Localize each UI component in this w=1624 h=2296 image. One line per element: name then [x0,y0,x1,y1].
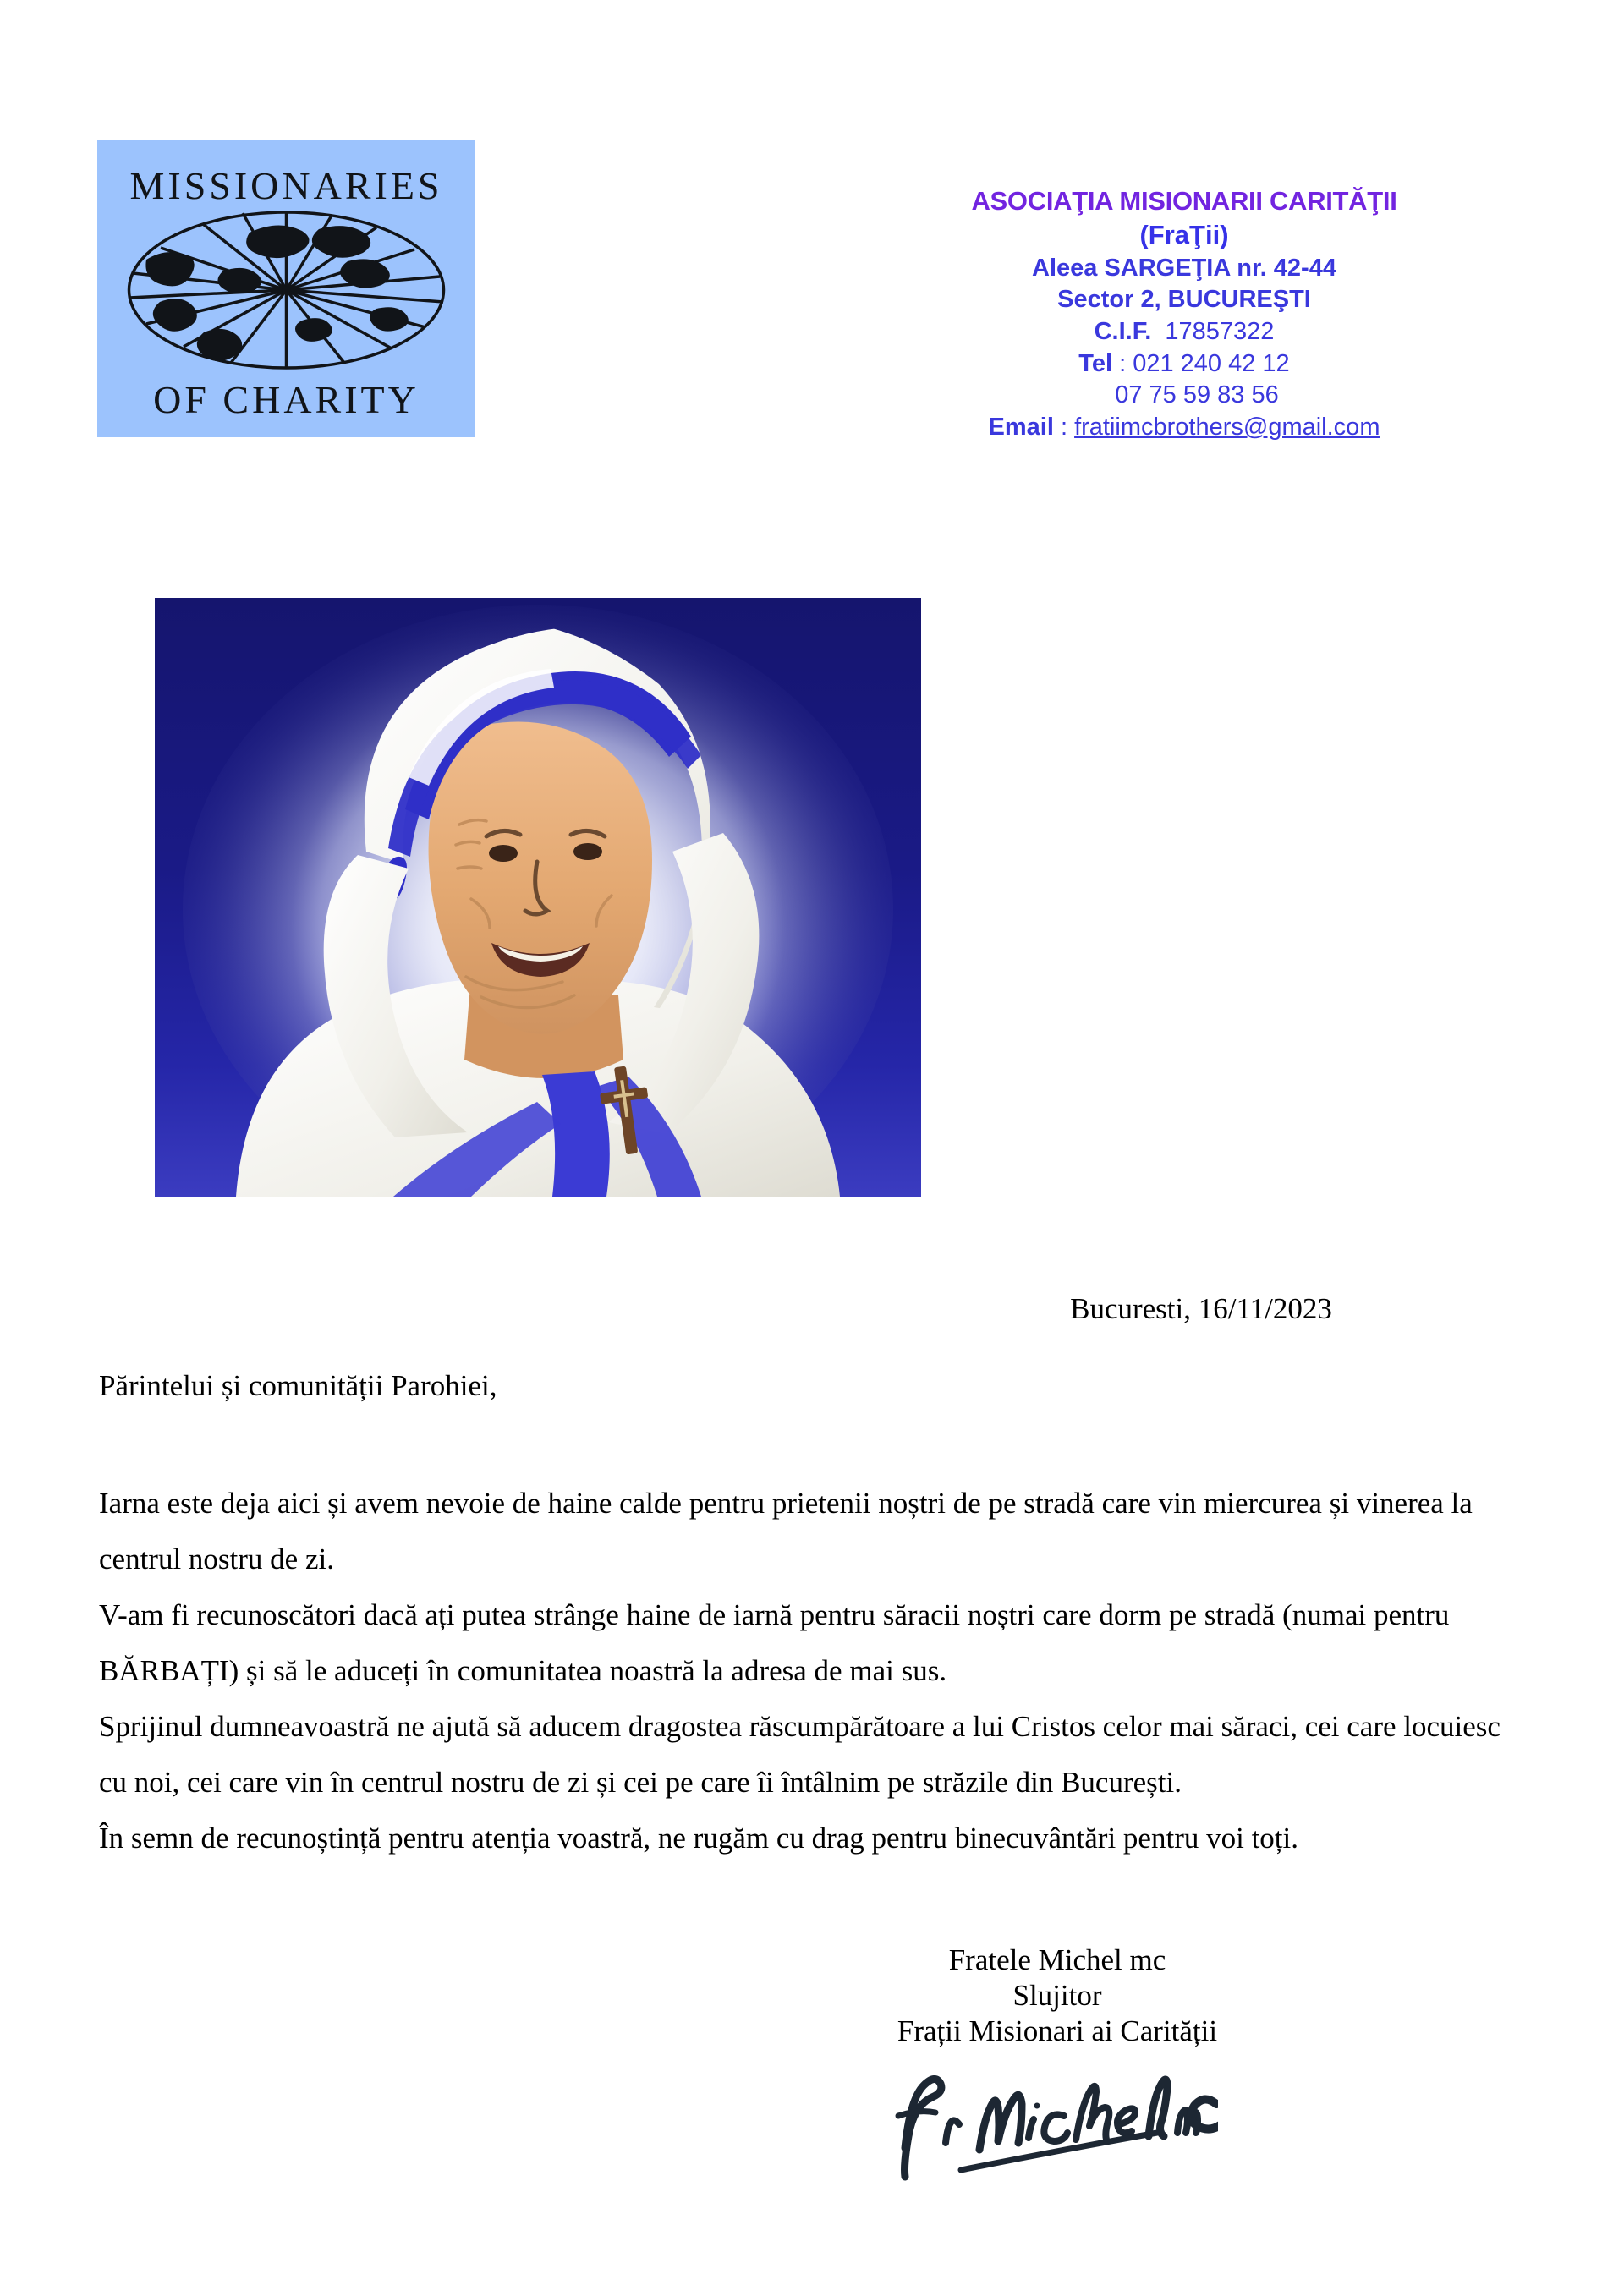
organization-contact-block [846,184,1522,444]
email-label: Email [988,414,1054,441]
cif-label: C.I.F. [1094,317,1152,345]
organization-subtitle: (FraŢii) [1139,220,1229,250]
organization-phone-secondary: 07 75 59 83 56 [1115,381,1279,409]
letterhead [0,0,1624,541]
organization-name: ASOCIAŢIA MISIONARII CARITĂŢII [971,186,1397,216]
organization-cif-row [846,316,1522,348]
letter-date: Bucuresti, 16/11/2023 [1070,1292,1332,1325]
handwritten-signature [880,2055,1218,2182]
signer-name: Fratele Michel mc [948,1943,1166,1976]
email-link[interactable]: fratiimcbrothers@gmail.com [1074,414,1380,441]
letter-paragraph: În semn de recunoștință pentru atenția voastră, ne rugăm cu drag pentru binecuvântări pentru voi toți. [99,1822,1298,1855]
signature-block [770,1943,1345,2049]
cif-value: 17857322 [1165,317,1275,345]
logo-top-word: MISSIONARIES [129,164,443,207]
letter-salutation: Părintelui și comunității Parohiei, [99,1369,497,1402]
letter-paragraph: Iarna este deja aici și avem nevoie de haine calde pentru prietenii noștri de pe stradă care vin miercurea și vinerea la centrul nostru de zi. [99,1487,1473,1575]
missionaries-of-charity-logo [97,140,475,437]
tel-separator: : [1112,349,1133,377]
letter-paragraph: Sprijinul dumneavoastră ne ajută să aducem dragostea răscumpărătoare a lui Cristos celor mai săraci, cei care locuiesc cu noi, cei care vin în centrul nostru de zi și cei pe care îi întâlnim pe străzile din București. [99,1710,1501,1799]
photo-figure [155,598,921,1197]
signer-role: Slujitor [1012,1979,1102,2012]
organization-email-row [846,412,1522,444]
signer-organization: Frații Misionari ai Carității [897,2014,1218,2047]
email-separator: : [1053,414,1075,441]
organization-phone-row [846,348,1522,381]
letter-paragraphs [99,1476,1528,1866]
logo-bottom-word: OF CHARITY [153,378,420,421]
organization-street-address: Aleea SARGEŢIA nr. 42-44 [1032,254,1336,282]
tel-label: Tel [1078,349,1113,377]
globe-icon [123,209,450,371]
tel-value: 021 240 42 12 [1133,349,1290,377]
letter-paragraph: V-am fi recunoscători dacă ați putea strânge haine de iarnă pentru săracii noștri care dorm pe stradă (numai pentru BĂRBAȚI) și să le aduceți în comunitatea noastră la adresa de mai sus. [99,1598,1450,1687]
organization-city: Sector 2, BUCUREŞTI [1057,286,1311,314]
mother-teresa-photo [155,598,921,1197]
